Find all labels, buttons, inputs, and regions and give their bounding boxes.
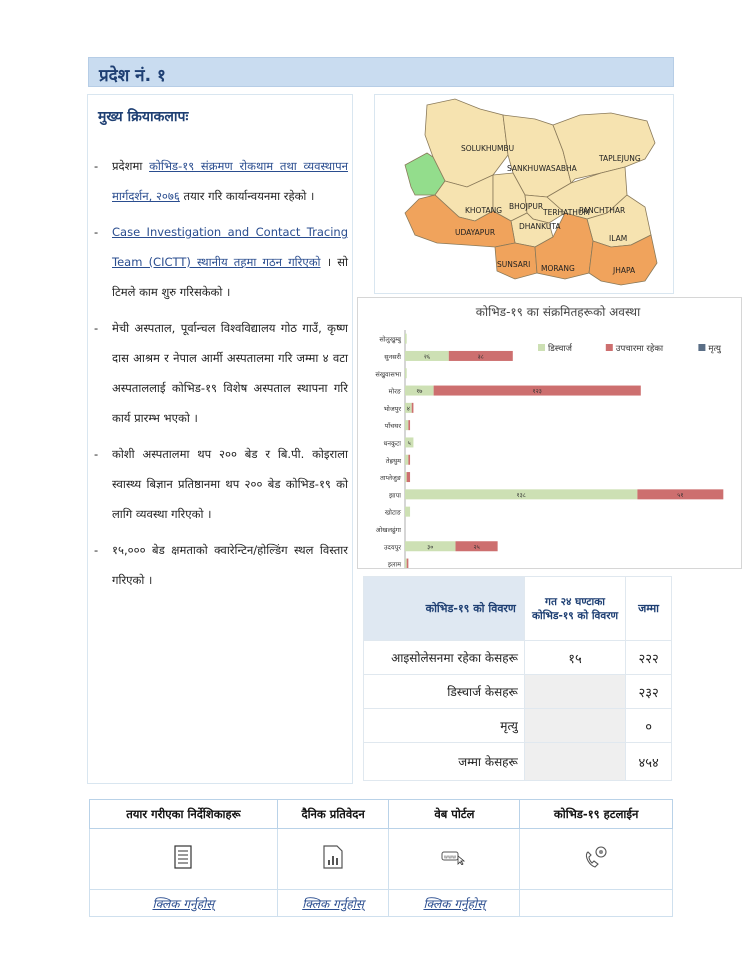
chart-data-label: ४ xyxy=(406,405,410,413)
chart-data-label: ५ xyxy=(407,439,411,447)
document-list-icon[interactable] xyxy=(174,845,192,869)
daily-report-link[interactable]: क्लिक गर्नुहोस् xyxy=(277,890,389,917)
bullet-dash: - xyxy=(94,543,99,557)
cictt-link[interactable]: Case Investigation and Contact Tracing Team (CICTT) स्थानीय तहमा गठन गरिएको xyxy=(112,225,348,269)
col-title-hotline: कोभिड-१९ हटलाईन xyxy=(520,800,673,829)
resources-table xyxy=(89,799,673,917)
map-svg xyxy=(375,95,673,293)
map-label-ilam: ILAM xyxy=(609,234,628,243)
legend-label: डिस्चार्ज xyxy=(548,344,572,354)
map-label-dhankuta: DHANKUTA xyxy=(519,222,561,231)
chart-tick-label: उदयपुर xyxy=(383,543,401,552)
infection-status-chart xyxy=(357,297,742,569)
row-total: ४५४ xyxy=(626,743,672,781)
activity-text: प्रदेशमा xyxy=(112,159,150,173)
web-cursor-icon[interactable] xyxy=(441,849,467,865)
chart-title: कोभिड-१९ का संक्रमितहरूको अवस्था xyxy=(475,305,641,319)
covid-summary-table xyxy=(363,576,672,781)
header-total: जम्मा xyxy=(626,577,672,641)
activity-item xyxy=(94,535,348,595)
page-title: प्रदेश नं. १ xyxy=(99,66,166,86)
chart-bar xyxy=(405,420,408,430)
chart-bar xyxy=(405,455,408,465)
legend-swatch xyxy=(538,344,545,351)
chart-tick-label: भोजपुर xyxy=(383,404,401,413)
row-last24 xyxy=(524,743,625,781)
activity-text: १५,००० बेड क्षमताको क्वारेन्टिन/होल्डिंग स्थल विस्तार गरिएको । xyxy=(112,543,348,587)
chart-data-label: ३८ xyxy=(477,353,484,361)
chart-tick-label: धनकुटा xyxy=(383,439,401,448)
chart-bar xyxy=(405,472,407,482)
legend-label: उपचारमा रहेका xyxy=(615,344,664,354)
chart-tick-label: पाँचथर xyxy=(384,422,401,431)
activities-panel xyxy=(87,94,353,784)
chart-data-label: २६ xyxy=(423,353,431,361)
col-title-guidelines: तयार गरीएका निर्देशिकाहरू xyxy=(90,800,278,829)
guidelines-link[interactable]: क्लिक गर्नुहोस् xyxy=(90,890,278,917)
chart-bar xyxy=(407,472,410,482)
legend-swatch xyxy=(698,344,705,351)
chart-data-label: २५ xyxy=(473,543,480,551)
legend-swatch xyxy=(606,344,613,351)
guidelines-icon-cell xyxy=(90,829,278,890)
chart-data-label: ३० xyxy=(427,543,434,551)
table-row xyxy=(364,675,672,709)
table-row xyxy=(364,709,672,743)
row-total: २३२ xyxy=(626,675,672,709)
chart-tick-label: संखुवासभा xyxy=(375,370,401,379)
bullet-dash: - xyxy=(94,321,99,335)
chart-tick-label: खोटाङ xyxy=(384,508,401,517)
row-last24: १५ xyxy=(524,641,625,675)
chart-bar xyxy=(405,334,407,344)
chart-bar xyxy=(407,559,409,568)
row-total: २२२ xyxy=(626,641,672,675)
chart-axis xyxy=(375,330,405,568)
map-label-jhapa: JHAPA xyxy=(613,266,636,275)
activity-text: कोशी अस्पतालमा थप २०० बेड र बि.पी. कोइराला स्वास्थ्य बिज्ञान प्रतिष्ठानमा थप २०० बेड कोभिड-१९ को लागि व्यवस्था गरिएको । xyxy=(112,447,348,521)
map-label-khotang: KHOTANG xyxy=(465,206,503,215)
activity-item xyxy=(94,151,348,211)
activity-text: मेची अस्पताल, पूर्वान्चल विश्वविद्यालय गोठ गाउँ, कृष्ण दास आश्रम र नेपाल आर्मी अस्पतालमा गरि जम्मा ४ वटा अस्पताललाई कोभिड-१९ विशेष अस्पताल स्थापना गरि कार्य प्रारम्भ भएको । xyxy=(112,321,348,425)
activity-item xyxy=(94,217,348,307)
legend-label: मृत्यु xyxy=(708,344,721,354)
table-row xyxy=(364,743,672,781)
col-title-daily-report: दैनिक प्रतिवेदन xyxy=(277,800,389,829)
bullet-dash: - xyxy=(94,447,99,461)
chart-bars xyxy=(405,334,723,568)
map-label-bhojpur: BHOJPUR xyxy=(509,202,544,211)
activity-text: । सो टिमले काम शुरु गरिसकेको । xyxy=(112,255,348,299)
row-label: मृत्यु xyxy=(364,709,525,743)
map-label-udayapur: UDAYAPUR xyxy=(455,228,496,237)
report-icon-cell xyxy=(277,829,389,890)
chart-tick-label: मोरङ xyxy=(388,387,401,396)
col-title-web-portal: वेब पोर्टल xyxy=(389,800,520,829)
chart-data-label: १३८ xyxy=(516,491,526,499)
chart-legend xyxy=(538,343,722,354)
chart-bar xyxy=(412,403,414,413)
chart-tick-label: झापा xyxy=(389,491,401,500)
chart-bar xyxy=(405,368,407,378)
map-label-sunsari: SUNSARI xyxy=(497,260,531,269)
activity-item xyxy=(94,439,348,529)
header-description: कोभिड-१९ को विवरण xyxy=(364,577,525,641)
chart-tick-label: सुनसरी xyxy=(384,352,401,361)
web-icon-cell xyxy=(389,829,520,890)
chart-tick-label: सोलुखुम्बु xyxy=(379,335,401,344)
chart-bar xyxy=(405,559,407,568)
table-row xyxy=(364,641,672,675)
row-label: जम्मा केसहरू xyxy=(364,743,525,781)
row-total: ० xyxy=(626,709,672,743)
chart-data-label: १२३ xyxy=(532,388,542,396)
province-map xyxy=(374,94,674,294)
province-title-bar xyxy=(88,57,674,87)
map-label-sankhuwasabha: SANKHUWASABHA xyxy=(507,164,577,173)
row-last24 xyxy=(524,709,625,743)
map-label-terhathum: TERHATHUM xyxy=(543,208,590,217)
resources-header-row xyxy=(90,800,673,829)
activity-text: तयार गरि कार्यान्वयनमा रहेको । xyxy=(179,189,315,203)
chart-tick-label: ताप्लेजुङ xyxy=(380,474,401,483)
chart-tick-label: इलाम xyxy=(387,560,401,568)
resources-link-row xyxy=(90,890,673,917)
table-header-row xyxy=(364,577,672,641)
hotline-icon-cell xyxy=(520,829,673,890)
header-last-24-hours: गत २४ घण्टाका कोभिड-१९ को विवरण xyxy=(524,577,625,641)
row-last24 xyxy=(524,675,625,709)
chart-bar xyxy=(408,420,410,430)
bullet-dash: - xyxy=(94,159,99,173)
activities-list xyxy=(94,151,348,601)
report-chart-icon[interactable] xyxy=(322,845,344,869)
map-label-taplejung: TAPLEJUNG xyxy=(599,154,641,163)
hotline-link xyxy=(520,890,673,917)
activity-item xyxy=(94,313,348,433)
guideline-link[interactable]: कोभिड-१९ संक्रमण रोकथाम तथा व्यवस्थापन मार्गदर्शन, २०७६ xyxy=(112,159,348,203)
svg-text:www: www xyxy=(444,854,457,861)
chart-bar xyxy=(408,455,410,465)
activities-heading: मुख्य क्रियाकलापः xyxy=(98,109,189,125)
row-label: आइसोलेसनमा रहेका केसहरू xyxy=(364,641,525,675)
chart-tick-label: तेह्रथुम xyxy=(385,456,401,465)
row-label: डिस्चार्ज केसहरू xyxy=(364,675,525,709)
bullet-dash: - xyxy=(94,225,99,239)
web-portal-link[interactable]: क्लिक गर्नुहोस् xyxy=(389,890,520,917)
map-label-morang: MORANG xyxy=(541,264,575,273)
map-label-solukhumbu: SOLUKHUMBU xyxy=(461,144,515,153)
chart-data-label: ५१ xyxy=(677,491,684,499)
hotline-icon[interactable] xyxy=(583,845,609,869)
chart-data-label: १७ xyxy=(416,388,423,396)
chart-tick-label: ओखलढुंगा xyxy=(375,525,401,534)
chart-svg xyxy=(358,298,741,568)
chart-bar xyxy=(405,507,410,517)
resources-icon-row xyxy=(90,829,673,890)
map-label-panchthar: PANCHTHAR xyxy=(579,206,626,215)
